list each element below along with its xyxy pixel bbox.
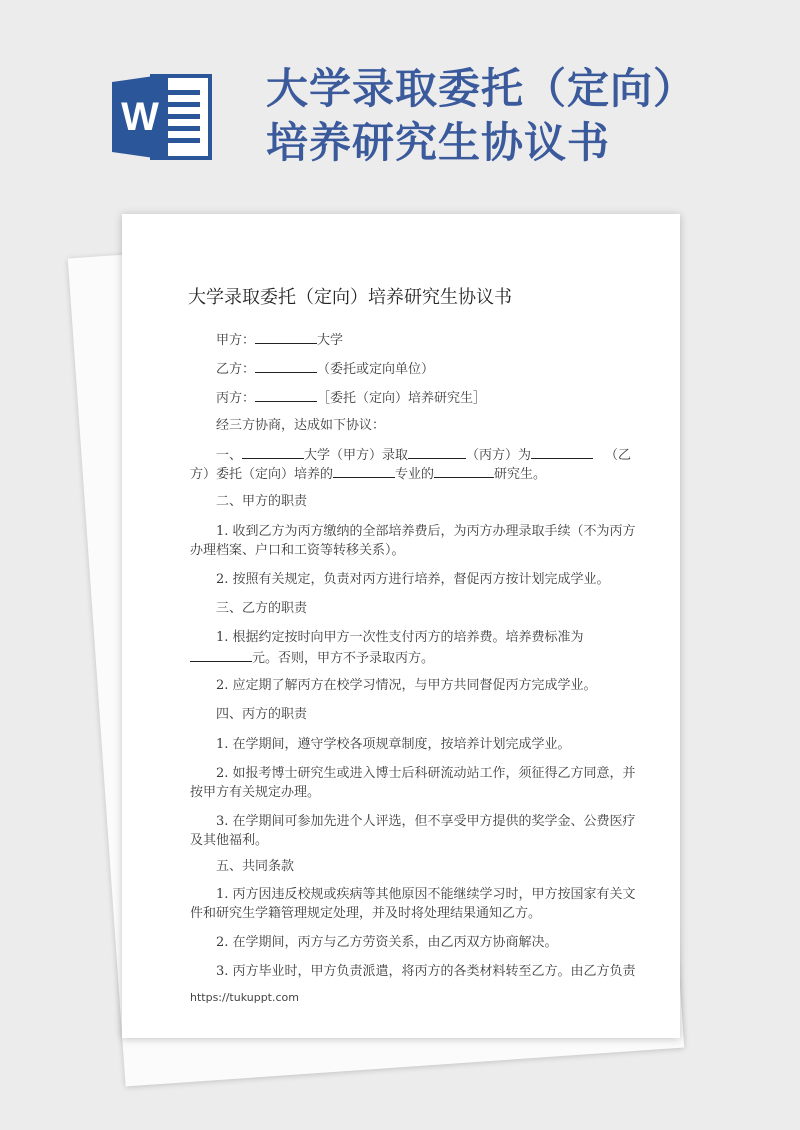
section2-title: 二、甲方的职责	[216, 494, 308, 509]
clause1-blank-university	[242, 446, 304, 459]
section4-item2-line2: 按甲方有关规定办理。	[190, 785, 321, 800]
clause1-p5: 专业的	[395, 467, 435, 482]
party-c-suffix: ［委托（定向）培养研究生］	[317, 391, 487, 406]
word-icon	[112, 74, 212, 160]
section4-item3-line2: 及其他福利。	[190, 833, 269, 848]
clause1-p6: 研究生。	[494, 467, 547, 482]
clause1-p2: （丙方）为	[466, 448, 532, 463]
section2-item1-line2: 办理档案、户口和工资等转移关系）。	[190, 543, 405, 558]
clause1-p1: 大学（甲方）录取	[304, 448, 409, 463]
clause1-blank-degree	[434, 465, 494, 478]
section3-title: 三、乙方的职责	[216, 601, 308, 616]
party-b-line	[216, 360, 434, 378]
section5-title: 五、共同条款	[216, 859, 295, 874]
clause1-p4: 方）委托（定向）培养的	[190, 467, 334, 482]
footer-url: https://tukuppt.com	[190, 991, 299, 1004]
section3-item1-line2-text: 元。否则，甲方不予录取丙方。	[252, 651, 435, 666]
party-c-label: 丙方：	[216, 391, 256, 406]
section4-item2-line1: 2. 如报考博士研究生或进入博士后科研流动站工作，须征得乙方同意，并	[216, 766, 636, 781]
party-c-line	[216, 389, 486, 407]
clause1-blank-unit	[531, 446, 593, 459]
party-b-suffix: （委托或定向单位）	[317, 362, 435, 377]
word-icon-letter: W	[121, 95, 159, 139]
section5-item1-line2: 件和研究生学籍管理规定处理，并及时将处理结果通知乙方。	[190, 906, 542, 921]
clause1-p3: （乙	[605, 448, 632, 463]
section2-item1-line1: 1. 收到乙方为丙方缴纳的全部培养费后，为丙方办理录取手续（不为丙方	[216, 524, 636, 539]
section5-item3: 3. 丙方毕业时，甲方负责派遣，将丙方的各类材料转至乙方。由乙方负责	[216, 964, 636, 979]
section3-item1-line1: 1. 根据约定按时向甲方一次性支付丙方的培养费。培养费标准为	[216, 630, 584, 645]
party-a-suffix: 大学	[317, 333, 344, 348]
intro-text: 经三方协商，达成如下协议：	[216, 418, 386, 433]
document-title: 大学录取委托（定向）培养研究生协议书	[188, 287, 512, 308]
clause1-line2	[190, 465, 546, 483]
clause1-blank-student	[408, 446, 466, 459]
section5-item1-line1: 1. 丙方因违反校规或疾病等其他原因不能继续学习时，甲方按国家有关文	[216, 887, 636, 902]
section4-title: 四、丙方的职责	[216, 707, 308, 722]
section5-item2: 2. 在学期间，丙方与乙方劳资关系，由乙丙双方协商解决。	[216, 935, 558, 950]
section2-item2: 2. 按照有关规定，负责对丙方进行培养，督促丙方按计划完成学业。	[216, 572, 610, 587]
party-a-blank	[255, 331, 317, 344]
hero-title	[266, 62, 786, 170]
hero-title-line2: 培养研究生协议书	[266, 118, 611, 167]
section4-item1: 1. 在学期间，遵守学校各项规章制度，按培养计划完成学业。	[216, 737, 571, 752]
section4-item3-line1: 3. 在学期间可参加先进个人评选，但不享受甲方提供的奖学金、公费医疗	[216, 814, 636, 829]
party-b-label: 乙方：	[216, 362, 256, 377]
party-a-line	[216, 331, 343, 349]
hero-title-line1: 大学录取委托（定向）	[266, 64, 697, 113]
party-b-blank	[255, 360, 317, 373]
party-c-blank	[255, 389, 317, 402]
clause1-line1	[216, 446, 631, 464]
section3-item2: 2. 应定期了解丙方在校学习情况，与甲方共同督促丙方完成学业。	[216, 678, 597, 693]
clause1-blank-major	[333, 465, 395, 478]
fee-amount-blank	[190, 649, 252, 662]
clause1-prefix: 一、	[216, 448, 243, 463]
section3-item1-line2	[190, 649, 434, 667]
party-a-label: 甲方：	[216, 333, 256, 348]
